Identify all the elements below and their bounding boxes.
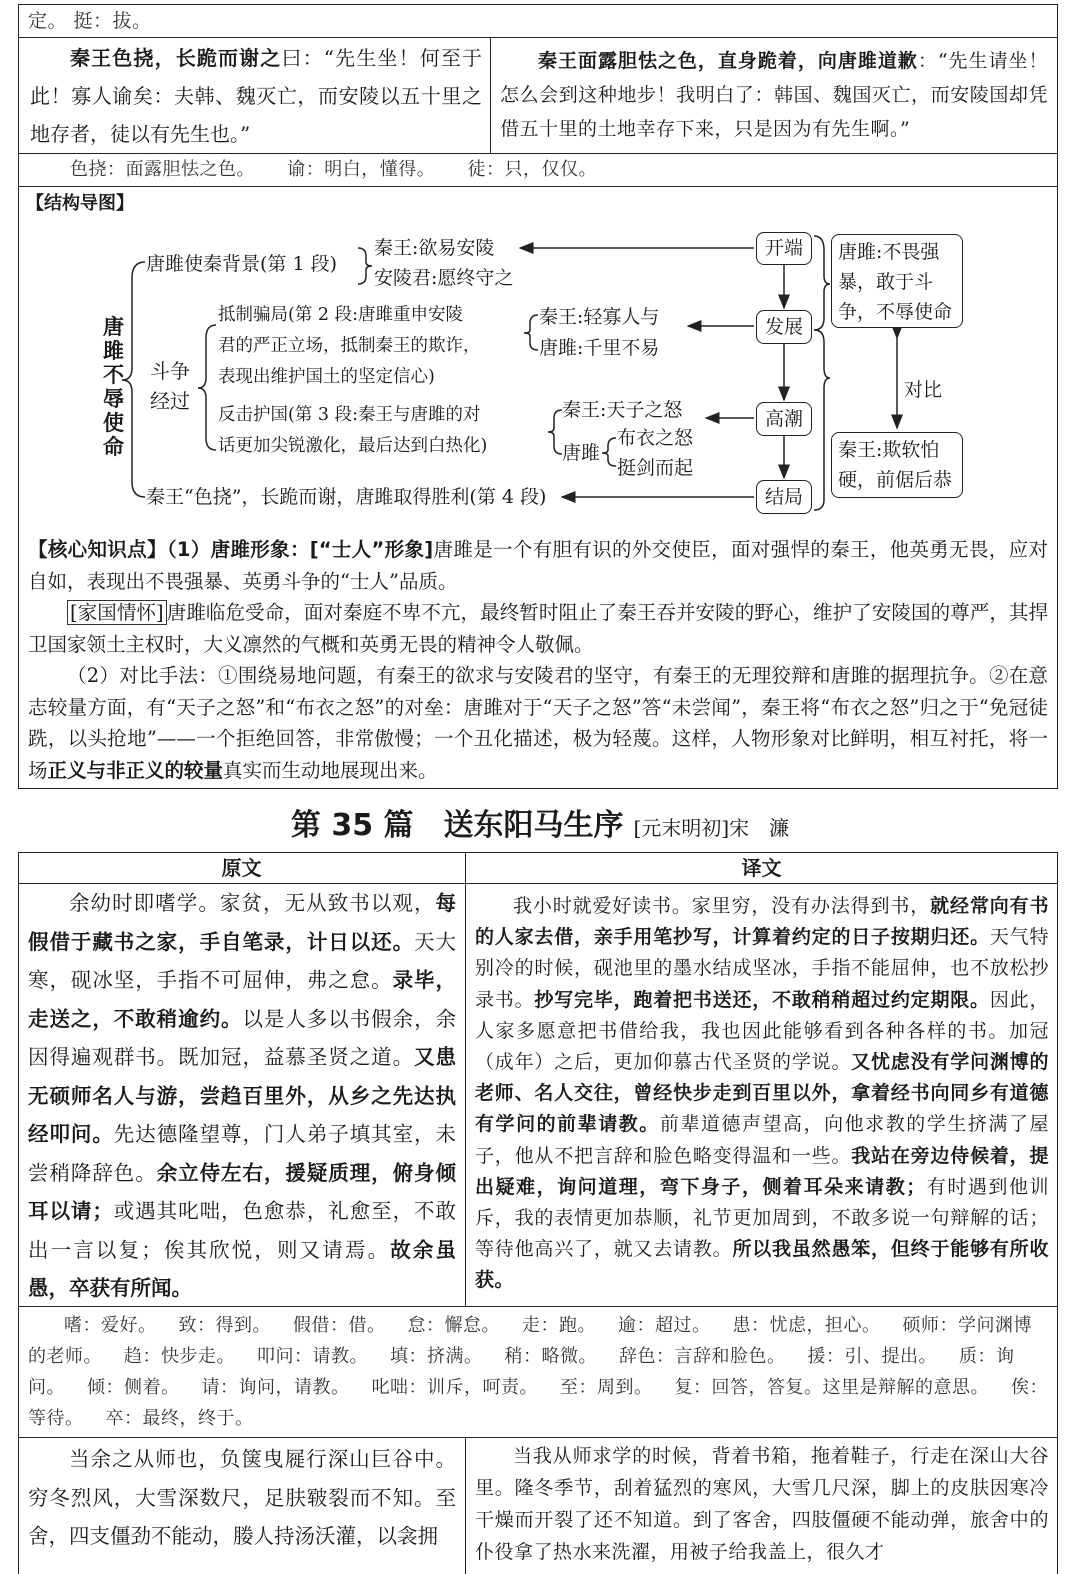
original-text-2 — [28, 1440, 456, 1574]
note-item: 复：回答，答复。这里是辩解的意思。 — [674, 1377, 989, 1398]
trans-row1-text: ：“先生请坐！怎么会到这种地步！我明白了：韩国、魏国灭亡，而安陵国却凭借五十里的土地幸存下来，只是因为有先生啊。” — [500, 50, 1048, 140]
header-original: 原文 — [221, 856, 262, 880]
translation-text-2 — [475, 1440, 1049, 1574]
text-segment: 天大寒，砚冰坚，手指不可屈伸，弗之怠。 — [28, 929, 456, 992]
note-item: 至：周到。 — [560, 1377, 653, 1398]
translation-text-1 — [475, 891, 1049, 1303]
note-item: 叩问：请教。 — [257, 1346, 368, 1367]
note-item: 色挠：面露胆怯之色。 — [70, 159, 255, 180]
diagram-stage1-line2: 君的严正立场，抵制秦王的欺诈， — [218, 336, 481, 356]
text-segment: 我小时就爱好读书。家里穷，没有办法得到书， — [513, 895, 931, 917]
box-qinwang: 秦王:欺软怕硬，前倨后恭 — [831, 432, 963, 498]
knowledge-section — [28, 534, 1048, 788]
note-item: 趋：快步走。 — [124, 1346, 235, 1367]
note-item: 谕：明白，懂得。 — [287, 159, 436, 180]
note-item: 填：挤满。 — [390, 1346, 483, 1367]
note-item: 稍：略微。 — [504, 1346, 597, 1367]
diagram-bg-qin: 秦王:欲易安陵 — [374, 237, 495, 259]
diagram-stage1-line1: 抵制骗局(第 2 段:唐雎重申安陵 — [218, 305, 463, 325]
header-translation: 译文 — [741, 856, 782, 880]
note-item: 质：询问。 — [28, 1346, 1015, 1398]
text-segment: 以是人多以书假余，余因得遍观群书。既加冠，益慕圣贤之道。 — [28, 1006, 456, 1069]
text-segment: 我站在旁边侍候着，提出疑难，询问道理，弯下身子，侧着耳朵来请教； — [475, 1144, 1049, 1198]
note-item: 辞色：言辞和脸色。 — [619, 1346, 786, 1367]
text-segment: 抄写完毕，跑着把书送还，不敢稍稍超过约定期限。 — [534, 988, 990, 1011]
knowledge-p3: （2）对比手法：①围绕易地问题，有秦王的欲求与安陵君的坚守，有秦王的无理狡辩和唐雎的据理抗争。②在意志较量方面，有“天子之怒”和“布衣之怒”的对垒：唐雎对于“天子之怒”答“未尝闻”，秦王将“布衣之怒”归之于“免冠徒跣，以头抢地”——一个拒绝回答，非常傲慢；一个丑化描述，极为轻蔑。这样，人物形象对比鲜明，相互衬托，将一场正义与非正义的较量真实而生动地展现出来。 — [28, 664, 1048, 782]
note-item: 倾：侧着。 — [87, 1377, 180, 1398]
trans-row1-bold: 秦王面露胆怯之色，直身跪着，向唐雎道歉 — [538, 50, 918, 72]
note-item: 徒：只，仅仅。 — [467, 159, 597, 180]
orig-row1 — [30, 39, 482, 153]
note-item: 逾：超过。 — [618, 1315, 711, 1336]
diagram-stage1-line3: 表现出维护国土的坚定信心) — [218, 367, 435, 387]
diagram-stage2-qin: 秦王:天子之怒 — [562, 399, 683, 421]
note-item: 致：得到。 — [178, 1315, 271, 1336]
trans-row1 — [500, 44, 1048, 152]
diagram-stage2-line2: 话更加尖锐激化，最后达到白热化) — [218, 436, 488, 456]
column-divider — [465, 852, 466, 1306]
orig-row1-bold: 秦王色挠，长跪而谢之 — [70, 46, 282, 70]
diagram-fight: 斗争经过 — [150, 359, 190, 413]
note-item: 卒：最终，终于。 — [105, 1408, 254, 1429]
text-segment: 故余虽愚，卒获有所闻。 — [28, 1237, 456, 1300]
knowledge-p1: 【核心知识点】（1）唐雎形象：[“士人”形象]唐雎是一个有胆有识的外交使臣，面对强悍的秦王，他英勇无畏，应对自如，表现出不畏强暴、英勇斗争的“士人”品质。 — [28, 538, 1048, 593]
text-segment: 又忧虑没有学问渊博的老师、名人交往，曾经快步走到百里以外，拿着经书向同乡有道德有学问的前辈请教。 — [475, 1051, 1049, 1136]
node-develop: 发展 — [756, 310, 812, 344]
note-item: 叱咄：训斥，呵责。 — [371, 1377, 538, 1398]
chapter-title — [0, 800, 1080, 844]
note-item: 请：询问，请教。 — [201, 1377, 350, 1398]
prev-notes-line — [28, 6, 1048, 36]
diagram-stage2-line1: 反击护国(第 3 段:秦王与唐雎的对 — [218, 405, 481, 425]
text-segment: 或遇其叱咄，色愈恭，礼愈至，不敢出一言以复；俟其欣悦，则又请焉。 — [28, 1199, 456, 1262]
node-ending: 结局 — [756, 480, 812, 514]
note-item: 硕师：学问渊博的老师。 — [28, 1315, 1032, 1367]
diagram-ending: 秦王“色挠”，长跪而谢，唐雎取得胜利(第 4 段) — [146, 486, 547, 508]
original-text-2-p: 当余之从师也，负箧曳屣行深山巨谷中。穷冬烈风，大雪深数尺，足肤皲裂而不知。至舍，四支僵劲不能动，媵人持汤沃灌，以衾拥 — [28, 1447, 456, 1548]
diagram-stage2-tang1: 布衣之怒 — [617, 427, 694, 449]
diagram-stage2-tang2: 挺剑而起 — [617, 457, 694, 479]
node-climax: 高潮 — [756, 402, 812, 436]
diagram-bg-anling: 安陵君:愿终守之 — [374, 267, 514, 289]
diagram-label: 【结构导图】 — [26, 193, 134, 214]
original-text-1 — [28, 884, 456, 1304]
diagram-stage2-tang: 唐雎 — [562, 442, 601, 464]
divider — [18, 37, 1058, 38]
text-segment: 就经常向有书的人家去借，亲手用笔抄写，计算着约定的日子按期归还。 — [475, 895, 1049, 949]
text-segment: 余立侍左右，援疑质理，俯身倾耳以请； — [28, 1160, 456, 1223]
note-item: 援：引、提出。 — [807, 1346, 937, 1367]
diagram-stage1-tang: 唐雎:千里不易 — [539, 337, 660, 359]
note-item: 走：跑。 — [522, 1315, 596, 1336]
text-segment: 所以我虽然愚笨，但终于能够有所收获。 — [475, 1238, 1049, 1292]
text-segment: 前辈道德声望高，向他求教的学生挤满了屋子，他从不把言辞和脸色略变得温和一些。 — [475, 1113, 1049, 1167]
divider — [18, 186, 1058, 187]
box-tangju: 唐雎:不畏强暴，敢于斗争，不辱使命 — [831, 234, 963, 328]
notes-row2 — [28, 1310, 1050, 1436]
translation-text-2-p: 当我从师求学的时候，背着书箱，拖着鞋子，行走在深山大谷里。隆冬季节，刮着猛烈的寒风，大雪几尺深，脚上的皮肤因寒冷干燥而开裂了还不知道。到了客舍，四肢僵硬不能动弹，旅舍中的仆役拿了热水来洗濯，用被子给我盖上，很久才 — [475, 1445, 1049, 1563]
prev-notes-text: 定。 挺：拔。 — [28, 10, 152, 32]
text-segment: 余幼时即嗜学。家贫，无从致书以观， — [69, 891, 436, 915]
note-item: 怠：懈怠。 — [407, 1315, 500, 1336]
knowledge-p2: [家国情怀] 唐雎临危受命，面对秦庭不卑不亢，最终暂时阻止了秦王吞并安陵的野心，维护了安陵国的尊严，其捍卫国家领土主权时，大义凛然的气概和英勇无畏的精神令人敬佩。 — [28, 601, 1048, 656]
note-item: 患：忧虑，担心。 — [732, 1315, 881, 1336]
note-item: 假借：借。 — [293, 1315, 386, 1336]
text-segment: 每假借于藏书之家，手自笔录，计日以还。 — [28, 891, 456, 954]
text-segment: 录毕，走送之，不敢稍逾约。 — [28, 968, 456, 1031]
text-segment: 又患无硕师名人与游，尝趋百里外，从乡之先达执经叩问。 — [28, 1045, 456, 1146]
note-item: 俟：等待。 — [28, 1377, 1048, 1429]
chapter-title-text: 第 35 篇 送东阳马生序 — [290, 808, 624, 843]
node-start: 开端 — [756, 232, 812, 265]
diagram-contrast: 对比 — [904, 379, 943, 401]
divider — [18, 1306, 1058, 1307]
diagram-main-topic: 唐雎不辱使命 — [103, 315, 124, 459]
notes-row1 — [70, 154, 1050, 186]
divider — [18, 1437, 1058, 1438]
text-segment: 天气特别冷的时候，砚池里的墨水结成坚冰，手指不能屈伸，也不放松抄录书。 — [475, 926, 1049, 1011]
note-item: 嗜：爱好。 — [64, 1315, 157, 1336]
diagram-stage1-qin: 秦王:轻寡人与 — [539, 306, 660, 328]
text-segment: 先达德隆望尊，门人弟子填其室，未尝稍降辞色。 — [28, 1122, 456, 1185]
column-divider — [490, 37, 491, 153]
column-divider — [465, 1437, 466, 1574]
chapter-author: [元末明初]宋 濂 — [633, 816, 790, 840]
text-segment: 因此，人家多愿意把书借给我，我也因此能够看到各种各样的书。加冠（成年）之后，更加仰慕古代圣贤的学说。 — [475, 988, 1049, 1074]
orig-row1-text: 曰：“先生坐！何至于此！寡人谕矣：夫韩、魏灭亡，而安陵以五十里之地存者，徒以有先生也。” — [30, 46, 482, 146]
diagram-background: 唐雎使秦背景(第 1 段) — [146, 253, 337, 275]
text-segment: 有时遇到他训斥，我的表情更加恭顺，礼节更加周到，不敢多说一句辩解的话；等待他高兴了，就又去请教。 — [475, 1175, 1049, 1261]
